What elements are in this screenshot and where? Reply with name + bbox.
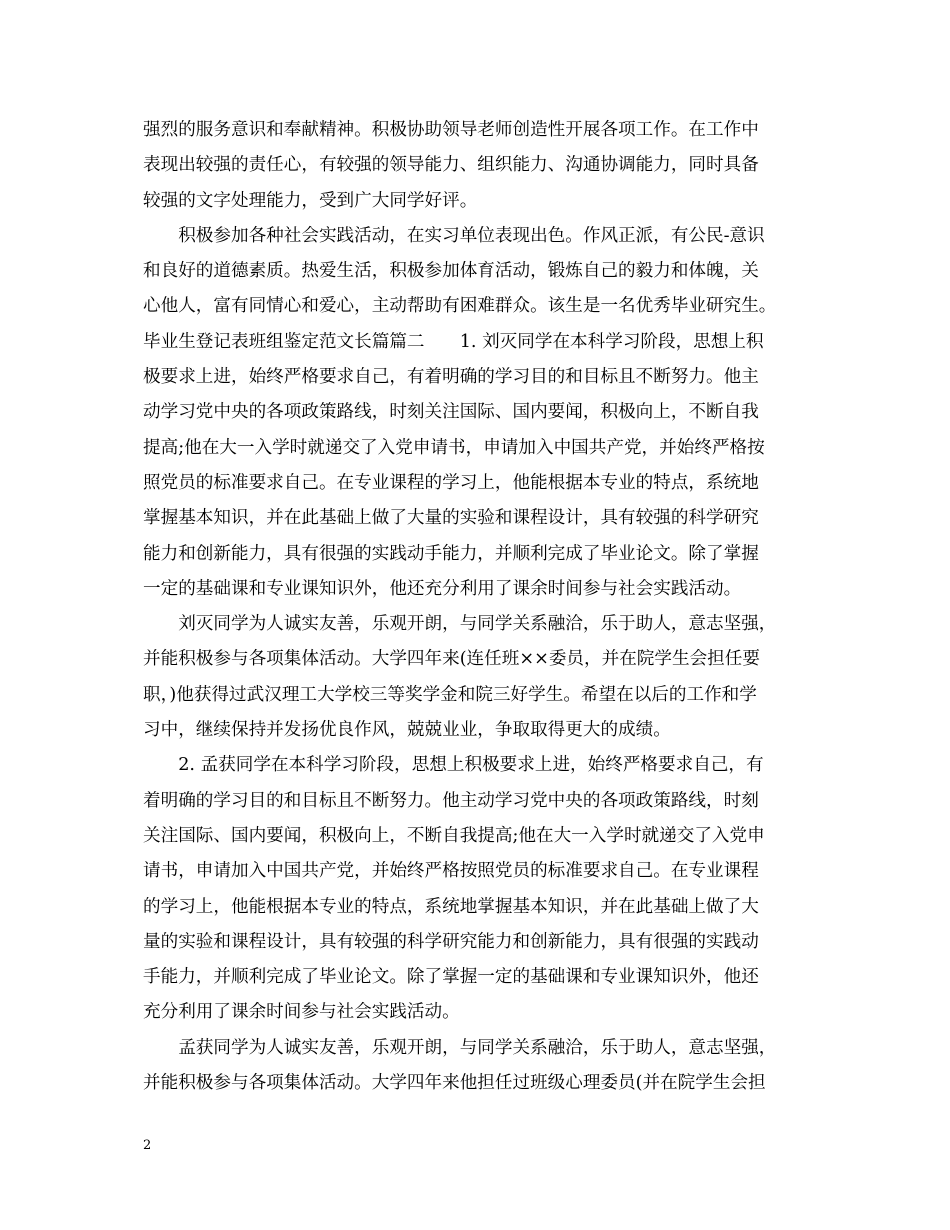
text-line: 并能积极参与各项集体活动。大学四年来(连任班××委员，并在院学生会担任要 — [143, 649, 760, 670]
text-line: 较强的文字处理能力，受到广大同学好评。 — [143, 190, 478, 211]
text-line: 的学习上，他能根据本专业的特点，系统地掌握基本知识，并在此基础上做了大 — [143, 896, 759, 917]
text-line: 请书，申请加入中国共产党，并始终严格按照党员的标准要求自己。在专业课程 — [143, 861, 759, 882]
text-line: 并能积极参与各项集体活动。大学四年来他担任过班级心理委员(并在院学生会担 — [143, 1073, 766, 1094]
text-line: 刘灭同学为人诚实友善，乐观开朗，与同学关系融洽，乐于助人，意志坚强， — [143, 614, 777, 635]
body-text — [143, 113, 813, 1101]
text-line: 提高;他在大一入学时就递交了入党申请书，申请加入中国共产党，并始终严格按 — [143, 437, 765, 458]
page-number: 2 — [143, 1138, 152, 1153]
text-line: 强烈的服务意识和奉献精神。积极协助领导老师创造性开展各项工作。在工作中 — [143, 120, 759, 140]
text-line: 孟获同学为人诚实友善，乐观开朗，与同学关系融洽，乐于助人，意志坚强， — [143, 1037, 777, 1058]
text-line: 关注国际、国内要闻，积极向上，不断自我提高;他在大一入学时就递交了入党申 — [143, 825, 765, 846]
text-line: 毕业生登记表班组鉴定范文长篇篇二 1. 刘灭同学在本科学习阶段，思想上积 — [143, 331, 764, 352]
text-line: 积极参加各种社会实践活动，在实习单位表现出色。作风正派，有公民-意识 — [143, 225, 765, 246]
text-line: 极要求上进，始终严格要求自己，有着明确的学习目的和目标且不断努力。他主 — [143, 367, 759, 388]
text-line: 习中，继续保持并发扬优良作风，兢兢业业，争取取得更大的成绩。 — [143, 720, 671, 741]
text-line: 手能力，并顺利完成了毕业论文。除了掌握一定的基础课和专业课知识外，他还 — [143, 967, 759, 988]
text-line: 掌握基本知识，并在此基础上做了大量的实验和课程设计，具有较强的科学研究 — [143, 508, 759, 529]
text-line: 照党员的标准要求自己。在专业课程的学习上，他能根据本专业的特点，系统地 — [143, 472, 759, 493]
text-line: 职，)他获得过武汉理工大学校三等奖学金和院三好学生。希望在以后的工作和学 — [143, 684, 757, 705]
text-line: 动学习党中央的各项政策路线，时刻关注国际、国内要闻，积极向上，不断自我 — [143, 402, 759, 423]
text-line: 和良好的道德素质。热爱生活，积极参加体育活动，锻炼自己的毅力和体魄，关 — [143, 261, 759, 282]
text-line: 能力和创新能力，具有很强的实践动手能力，并顺利完成了毕业论文。除了掌握 — [143, 543, 759, 564]
text-line: 充分利用了课余时间参与社会实践活动。 — [143, 1002, 460, 1023]
text-line: 表现出较强的责任心，有较强的领导能力、组织能力、沟通协调能力，同时具备 — [143, 155, 759, 176]
text-line: 着明确的学习目的和目标且不断努力。他主动学习党中央的各项政策路线，时刻 — [143, 790, 759, 811]
text-line: 2. 孟获同学在本科学习阶段，思想上积极要求上进，始终严格要求自己，有 — [143, 755, 764, 776]
text-line: 心他人，富有同情心和爱心，主动帮助有困难群众。该生是一名优秀毕业研究生。 — [143, 296, 777, 317]
text-line: 量的实验和课程设计，具有较强的科学研究能力和创新能力，具有很强的实践动 — [143, 931, 759, 952]
text-line: 一定的基础课和专业课知识外，他还充分利用了课余时间参与社会实践活动。 — [143, 578, 742, 599]
